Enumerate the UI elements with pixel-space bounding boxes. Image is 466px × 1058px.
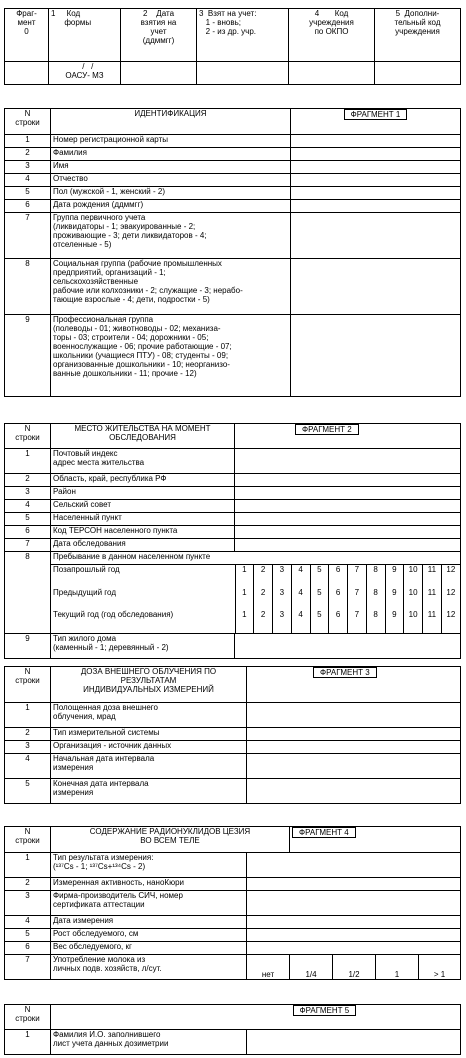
row-number: 5: [5, 187, 51, 200]
header-cell: 3 Взят на учет: 1 - вновь; 2 - из др. учр.: [197, 9, 289, 62]
row-number: 1: [5, 703, 51, 728]
fragment-1-table: [4, 108, 461, 397]
month-cell[interactable]: 6: [329, 610, 348, 633]
row-number: 7: [5, 539, 51, 552]
month-cell[interactable]: 5: [310, 610, 329, 633]
month-cell[interactable]: 7: [348, 588, 367, 611]
row-label: Пол (мужской - 1, женский - 2): [51, 187, 291, 200]
input-cell[interactable]: [235, 487, 461, 500]
milk-option[interactable]: 1: [376, 955, 419, 980]
row-number-header: N строки: [5, 109, 51, 135]
input-cell[interactable]: [121, 62, 197, 85]
month-cell[interactable]: 11: [423, 565, 442, 588]
year-label: Позапрошлый год: [51, 565, 235, 588]
month-cell[interactable]: 7: [348, 565, 367, 588]
row-label: Полощенная доза внешнего облучения, мрад: [51, 703, 247, 728]
row-label: Дата измерения: [51, 916, 247, 929]
row-label: Номер регистрационной карты: [51, 135, 291, 148]
fragment-label: ФРАГМЕНТ 4: [292, 827, 356, 838]
input-cell[interactable]: [5, 62, 49, 85]
month-cell[interactable]: 4: [291, 565, 310, 588]
row-number: 5: [5, 513, 51, 526]
month-cell[interactable]: 9: [385, 565, 404, 588]
fragment-4-table: [4, 826, 461, 980]
row-number: 3: [5, 161, 51, 174]
month-cell[interactable]: 8: [366, 610, 385, 633]
month-cell[interactable]: 3: [273, 588, 292, 611]
row-label: Начальная дата интервала измерения: [51, 754, 247, 779]
row-number: 6: [5, 942, 51, 955]
row-number: 1: [5, 449, 51, 474]
month-cell[interactable]: 2: [254, 588, 273, 611]
input-cell[interactable]: [291, 161, 461, 174]
input-cell[interactable]: [247, 853, 461, 878]
row-label: Измеренная активность, наноКюри: [51, 878, 247, 891]
month-cell[interactable]: 12: [446, 565, 456, 574]
input-cell[interactable]: [291, 187, 461, 200]
month-cell[interactable]: 8: [366, 588, 385, 611]
input-cell[interactable]: [291, 213, 461, 259]
fragment-label: ФРАГМЕНТ 1: [344, 109, 408, 120]
row-label: Имя: [51, 161, 291, 174]
row-number: 4: [5, 754, 51, 779]
row-number: 4: [5, 500, 51, 513]
row-label: Отчество: [51, 174, 291, 187]
row-label: Употребление молока из личных подв. хозяйств, л/сут.: [51, 955, 247, 980]
row-number: 4: [5, 916, 51, 929]
input-cell[interactable]: [291, 174, 461, 187]
input-cell[interactable]: [197, 62, 289, 85]
month-cell[interactable]: 2: [254, 565, 273, 588]
month-cell[interactable]: 9: [385, 588, 404, 611]
stay-title: Пребывание в данном населенном пункте: [51, 552, 461, 565]
input-cell[interactable]: [247, 754, 461, 779]
row-number: 1: [5, 1030, 51, 1055]
input-cell[interactable]: [247, 703, 461, 728]
input-cell[interactable]: [235, 500, 461, 513]
row-number: 5: [5, 929, 51, 942]
row-number: 9: [5, 634, 51, 659]
header-table: [4, 8, 461, 85]
row-label: Фамилия И.О. заполнившего лист учета данных дозиметрии: [51, 1030, 247, 1055]
fragment-label: ФРАГМЕНТ 2: [295, 424, 359, 435]
month-cell[interactable]: 11: [423, 610, 442, 633]
section-title: ДОЗА ВНЕШНЕГО ОБЛУЧЕНИЯ ПО РЕЗУЛЬТАТАМ ИНДИВИДУАЛЬНЫХ ИЗМЕРЕНИЙ: [51, 667, 247, 703]
header-cell: 2 Дата взятия на учет (ддммгг): [121, 9, 197, 62]
row-label: Организация - источник данных: [51, 741, 247, 754]
input-cell[interactable]: [247, 779, 461, 804]
milk-option[interactable]: 1/2: [333, 955, 376, 980]
year-label: Предыдущий год: [51, 588, 235, 611]
row-label: Дата рождения (ддммгг): [51, 200, 291, 213]
input-cell[interactable]: [291, 315, 461, 397]
row-number-header: N строки: [5, 827, 51, 853]
month-cell[interactable]: 3: [273, 610, 292, 633]
input-cell[interactable]: [291, 259, 461, 315]
row-number: 7: [5, 955, 51, 980]
month-cell[interactable]: 12: [446, 610, 456, 620]
month-cell[interactable]: 1: [235, 565, 254, 588]
month-cell[interactable]: 10: [404, 588, 423, 611]
month-cell[interactable]: 12: [446, 587, 456, 597]
row-label: Фирма-производитель СИЧ, номер сертификата аттестации: [51, 891, 247, 916]
section-title: МЕСТО ЖИТЕЛЬСТВА НА МОМЕНТ ОБСЛЕДОВАНИЯ: [51, 424, 235, 449]
input-cell[interactable]: [247, 942, 461, 955]
input-cell[interactable]: [375, 62, 461, 85]
month-cell[interactable]: 7: [348, 610, 367, 633]
section-title: СОДЕРЖАНИЕ РАДИОНУКЛИДОВ ЦЕЗИЯ ВО ВСЕМ ТЕЛЕ: [51, 827, 290, 853]
fragment-label: ФРАГМЕНТ 5: [293, 1005, 357, 1016]
row-number-header: N строки: [5, 424, 51, 449]
row-label: Тип жилого дома (каменный - 1; деревянный - 2): [51, 634, 235, 659]
input-cell[interactable]: [247, 741, 461, 754]
row-number: 8: [5, 552, 51, 634]
row-number-header: N строки: [5, 667, 51, 703]
input-cell[interactable]: [235, 474, 461, 487]
row-label: Социальная группа (рабочие промышленных предприятий, организаций - 1; сельскохозяйственные рабочие или колхозники - 2; служащие - 3; нерабо- тающие взрослые - 4; дети, подростки - 5): [51, 259, 291, 315]
row-label: Профессиональная группа (полеводы - 01; животноводы - 02; механиза- торы - 03; строители - 04; дорожники - 05; военнослужащие - 06; прочие работающие - 07; школьники (учащиеся ПТУ) - 08; студенты - 09; организованные дошкольники - 10; неорганизо- ванные дошкольники - 11; прочие - 12): [51, 315, 291, 397]
row-number: 2: [5, 728, 51, 741]
input-cell[interactable]: [235, 634, 461, 659]
input-cell[interactable]: [247, 929, 461, 942]
row-label: Дата обследования: [51, 539, 235, 552]
month-cell[interactable]: 5: [310, 565, 329, 588]
month-cell[interactable]: 5: [310, 588, 329, 611]
row-number: 3: [5, 487, 51, 500]
milk-option[interactable]: > 1: [419, 955, 461, 980]
header-cell: Фраг- мент 0: [5, 9, 49, 62]
year-label: Текущий год (год обследования): [51, 610, 235, 633]
input-cell[interactable]: [247, 916, 461, 929]
stay-grid: [51, 565, 460, 633]
row-label: Тип измерительной системы: [51, 728, 247, 741]
month-cell[interactable]: 4: [291, 588, 310, 611]
month-cell[interactable]: 9: [385, 610, 404, 633]
input-cell[interactable]: [235, 526, 461, 539]
input-cell[interactable]: [247, 891, 461, 916]
form-code: / / ОАСУ- МЗ: [49, 62, 121, 85]
input-cell[interactable]: [247, 728, 461, 741]
input-cell[interactable]: [289, 62, 375, 85]
row-number: 2: [5, 148, 51, 161]
row-label: Тип результата измерения: (¹³⁷Cs - 1; ¹³⁷Cs+¹³⁴Cs - 2): [51, 853, 247, 878]
row-label: Конечная дата интервала измерения: [51, 779, 247, 804]
row-number: 6: [5, 526, 51, 539]
milk-option[interactable]: нет: [247, 955, 290, 980]
month-cell[interactable]: 8: [366, 565, 385, 588]
row-label: Район: [51, 487, 235, 500]
input-cell[interactable]: [235, 539, 461, 552]
month-cell[interactable]: 3: [273, 565, 292, 588]
row-number: 1: [5, 853, 51, 878]
month-cell[interactable]: 2: [254, 610, 273, 633]
row-number-header: N строки: [5, 1005, 51, 1030]
row-number: 2: [5, 878, 51, 891]
month-cell[interactable]: 11: [423, 588, 442, 611]
row-number: 8: [5, 259, 51, 315]
header-cell: 1 Код формы: [49, 9, 121, 62]
row-number: 3: [5, 891, 51, 916]
row-number: 2: [5, 474, 51, 487]
month-cell[interactable]: 1: [235, 610, 254, 633]
month-cell[interactable]: 10: [404, 565, 423, 588]
row-number: 6: [5, 200, 51, 213]
fragment-label: ФРАГМЕНТ 3: [313, 667, 377, 678]
month-cell[interactable]: 10: [404, 610, 423, 633]
row-label: Сельский совет: [51, 500, 235, 513]
row-number: 4: [5, 174, 51, 187]
month-cell[interactable]: 6: [329, 588, 348, 611]
fragment-3-table: [4, 666, 461, 804]
input-cell[interactable]: [291, 148, 461, 161]
milk-option[interactable]: 1/4: [290, 955, 333, 980]
header-cell: 5 Дополни- тельный код учреждения: [375, 9, 461, 62]
row-label: Группа первичного учета (ликвидаторы - 1; эвакуированные - 2; проживающие - 3; дети ликвидаторов - 4; отселенные - 5): [51, 213, 291, 259]
section-title: ИДЕНТИФИКАЦИЯ: [51, 109, 291, 135]
row-number: 3: [5, 741, 51, 754]
row-label: Вес обследуемого, кг: [51, 942, 247, 955]
input-cell[interactable]: [235, 449, 461, 474]
input-cell[interactable]: [291, 200, 461, 213]
row-label: Фамилия: [51, 148, 291, 161]
row-number: 1: [5, 135, 51, 148]
input-cell[interactable]: [247, 1030, 461, 1055]
row-label: Код ТЕРСОН населенного пункта: [51, 526, 235, 539]
row-label: Почтовый индекс адрес места жительства: [51, 449, 235, 474]
header-cell: 4 Код учреждения по ОКПО: [289, 9, 375, 62]
fragment-5-table: [4, 1004, 461, 1055]
month-cell[interactable]: 4: [291, 610, 310, 633]
input-cell[interactable]: [235, 513, 461, 526]
row-number: 7: [5, 213, 51, 259]
row-label: Рост обследуемого, см: [51, 929, 247, 942]
month-cell[interactable]: 1: [235, 588, 254, 611]
input-cell[interactable]: [247, 878, 461, 891]
fragment-2-table: [4, 423, 461, 659]
row-label: Область, край, республика РФ: [51, 474, 235, 487]
month-cell[interactable]: 6: [329, 565, 348, 588]
input-cell[interactable]: [291, 135, 461, 148]
row-number: 5: [5, 779, 51, 804]
row-number: 9: [5, 315, 51, 397]
row-label: Населенный пункт: [51, 513, 235, 526]
